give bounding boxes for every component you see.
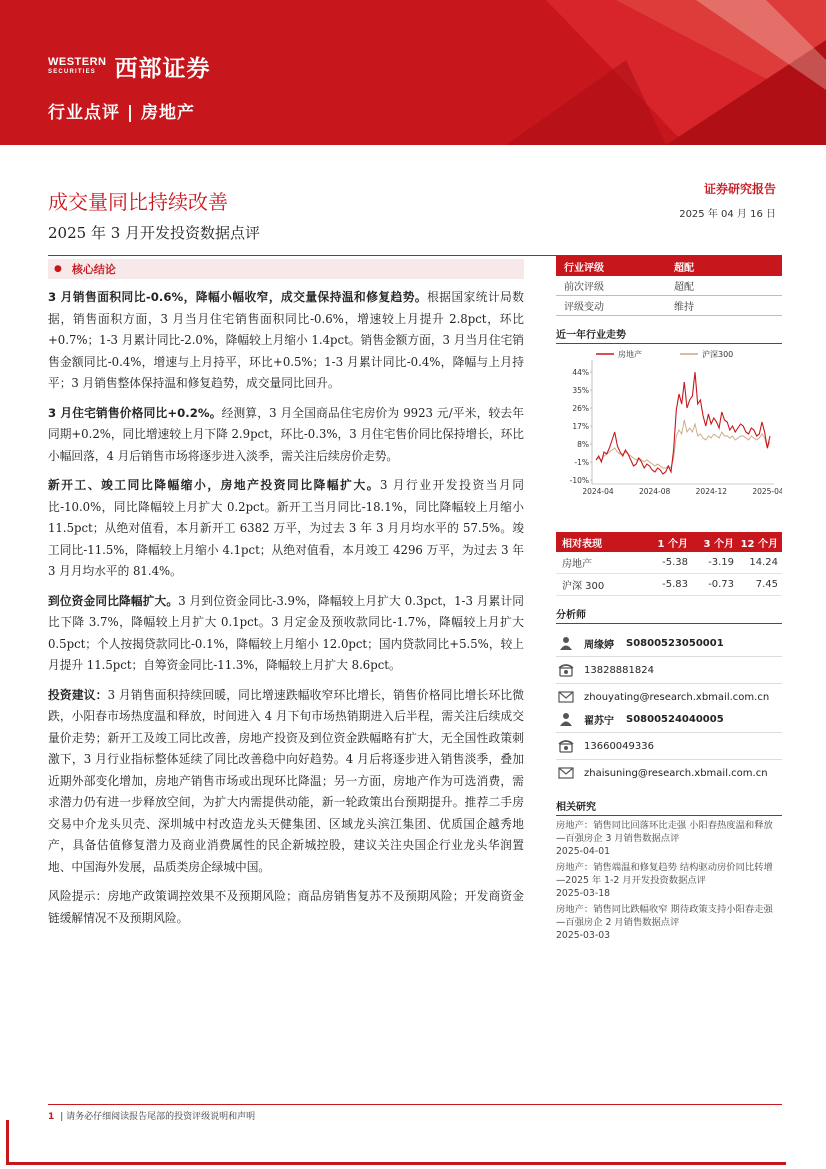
para-body: 根据国家统计局数据，销售面积方面，3 月当月住宅销售面积同比-0.6%，增速较上月提升 2.8pct，环比+0.7%；1-3 月累计同比-2.0%，降幅较上月缩小 1.4pct。销售金额方面，3 月当月住宅销售金额同比-0.4%，增速与上月持平，环比+0.5%；1-3 月累计同比-0.4%，降幅与上月持平；3 月销售整体保持温和修复趋势，成交量同比回升。 xyxy=(48,290,524,390)
core-conclusion-heading xyxy=(48,259,524,279)
page-footer xyxy=(48,1104,782,1122)
y-tick-label: -1% xyxy=(574,458,589,467)
related-research xyxy=(556,798,782,942)
divider xyxy=(556,656,782,657)
related-item-text[interactable]: 房地产：销售同比跌幅收窄 期待政策支持小阳春走强—百强房企 2 月销售数据点评 xyxy=(556,904,773,928)
para-body: 风险提示：房地产政策调控效果不及预期风险；商品房销售复苏不及预期风险；开发商资金链缓解情况不及预期风险。 xyxy=(48,889,524,925)
related-title: 相关研究 xyxy=(556,798,782,816)
mail-icon xyxy=(556,765,576,781)
y-tick-label: 35% xyxy=(572,386,589,395)
bullet-icon: ● xyxy=(54,264,62,274)
corner-accent-horizontal xyxy=(6,1162,786,1165)
perf-cell: -0.73 xyxy=(708,579,734,590)
report-subtitle: 2025 年 3 月开发投资数据点评 xyxy=(48,224,261,242)
perf-cell: -3.19 xyxy=(708,557,734,568)
y-tick-label: -10% xyxy=(569,476,589,485)
perf-header-cell: 12 个月 xyxy=(740,538,778,550)
rating-header xyxy=(556,256,782,276)
related-item[interactable] xyxy=(556,861,782,900)
divider xyxy=(556,683,782,684)
perf-cell: 14.24 xyxy=(749,557,778,568)
performance-header xyxy=(556,532,782,552)
x-tick-label: 2024-04 xyxy=(582,487,614,494)
person-icon xyxy=(556,635,576,651)
paragraph-sales-area xyxy=(48,287,524,395)
performance-row xyxy=(556,574,782,596)
analyst-phone-line xyxy=(556,735,782,757)
related-item-date: 2025-04-01 xyxy=(556,846,611,857)
main-content xyxy=(48,259,524,929)
analyst-email-line[interactable] xyxy=(556,686,782,708)
analyst-name: 周缘婷 xyxy=(584,639,614,651)
x-tick-label: 2024-08 xyxy=(638,487,671,494)
sidebar xyxy=(556,256,782,942)
trend-chart xyxy=(556,344,782,494)
y-tick-label: 26% xyxy=(572,404,589,413)
analyst-cert: S0800524040005 xyxy=(626,713,724,725)
legend-label: 沪深300 xyxy=(702,350,734,359)
rating-row xyxy=(556,276,782,296)
report-date: 2025 年 04 月 16 日 xyxy=(679,209,776,220)
core-heading-text: 核心结论 xyxy=(71,263,116,276)
x-tick-label: 2025-04 xyxy=(752,487,782,494)
divider xyxy=(556,759,782,760)
related-item-text[interactable]: 房地产：销售端温和修复趋势 结构驱动房价同比转增—2025 年 1-2 月开发投资数据点评 xyxy=(556,862,773,886)
report-type: 证券研究报告 xyxy=(703,182,776,196)
perf-header-cell: 3 个月 xyxy=(703,538,734,550)
para-lead: 新开工、竣工同比降幅缩小，房地产投资同比降幅扩大。 xyxy=(48,478,381,492)
para-body: 经测算，3 月全国商品住宅房价为 9923 元/平米，较去年同期+0.2%，同比增速较上月下降 2.9pct，环比-0.3%，3 月住宅售价同比保持增长，环比小幅回落，4 月后销售市场将逐步进入淡季，需关注后续房价走势。 xyxy=(48,405,524,463)
phone-icon xyxy=(556,738,576,754)
y-tick-label: 17% xyxy=(572,422,589,431)
perf-cell: 7.45 xyxy=(755,579,778,590)
phone-icon xyxy=(556,662,576,678)
page-number: 1 xyxy=(48,1112,55,1122)
rating-row-value: 超配 xyxy=(674,282,694,293)
perf-cell: -5.38 xyxy=(662,557,688,568)
report-title: 成交量同比持续改善 xyxy=(48,190,228,214)
related-item-text[interactable]: 房地产：销售同比回落环比走强 小阳春热度温和释放—百强房企 3 月销售数据点评 xyxy=(556,820,773,844)
para-lead: 投资建议： xyxy=(48,687,108,702)
perf-cell: 沪深 300 xyxy=(562,581,605,592)
analyst-email[interactable]: zhouyating@research.xbmail.com.cn xyxy=(584,691,770,703)
para-lead: 到位资金同比降幅扩大。 xyxy=(48,593,179,608)
mail-icon xyxy=(556,689,576,705)
related-item[interactable] xyxy=(556,819,782,858)
analyst-name: 翟苏宁 xyxy=(584,715,614,727)
related-item[interactable] xyxy=(556,903,782,942)
series-line-property xyxy=(596,372,770,474)
rating-row-label: 前次评级 xyxy=(564,282,604,293)
analyst-name-line xyxy=(556,632,782,654)
analyst-phone-line xyxy=(556,659,782,681)
perf-cell: -5.83 xyxy=(662,579,688,590)
legend-label: 房地产 xyxy=(618,350,642,359)
footer-disclaimer: | 请务必仔细阅读报告尾部的投资评级说明和声明 xyxy=(60,1112,256,1122)
x-tick-label: 2024-12 xyxy=(695,487,728,494)
logo-en-sub: SECURITIES xyxy=(48,68,97,75)
trend-chart-svg xyxy=(556,344,782,494)
analyst-cert: S0800523050001 xyxy=(626,637,724,649)
performance-row xyxy=(556,552,782,574)
analyst-phone: 13828881824 xyxy=(584,664,654,676)
divider xyxy=(556,732,782,733)
related-item-date: 2025-03-03 xyxy=(556,930,611,941)
analyst-name-line xyxy=(556,708,782,730)
analyst-title: 分析师 xyxy=(556,606,782,624)
para-body: 3 月到位资金同比-3.9%，降幅较上月扩大 0.3pct，1-3 月累计同比下降 3.7%，降幅较上月扩大 0.1pct。3 月定金及预收款同比-1.7%，降幅较上月扩大 0.5pct；个人按揭贷款同比-0.1%，降幅较上月缩小 12.0pct；国内贷款同比+5.5%，较上月提升 11.5pct；自筹资金同比-11.3%，降幅较上月扩大 8.6pct。 xyxy=(48,593,524,672)
report-category: 行业点评 | 房地产 xyxy=(48,103,196,123)
header-banner xyxy=(0,0,826,145)
paragraph-price xyxy=(48,403,524,468)
perf-header-cell: 相对表现 xyxy=(562,538,602,550)
analyst-list xyxy=(556,632,782,784)
analyst-email-line[interactable] xyxy=(556,762,782,784)
banner-decoration xyxy=(366,0,826,145)
logo-english xyxy=(48,57,107,77)
person-icon xyxy=(556,711,576,727)
paragraph-funding xyxy=(48,591,524,677)
para-body: 3 月行业开发投资当月同比-10.0%，同比降幅较上月扩大 0.2pct。新开工当月同比-18.1%，同比降幅较上月缩小 11.5pct；从绝对值看，本月新开工 6382 万平，为过去 3 年 3 月月均水平的 57.5%。竣工同比-11.5%，降幅较上月缩小 4.1pct；从绝对值看，本月竣工 4296 万平，为过去 3 年 3 月月均水平的 81.4%。 xyxy=(48,478,524,578)
rating-label: 行业评级 xyxy=(564,262,604,274)
paragraph-construction xyxy=(48,475,524,583)
para-lead: 3 月销售面积同比-0.6%，降幅小幅收窄，成交量保持温和修复趋势。 xyxy=(48,290,428,304)
paragraph-investment-advice xyxy=(48,685,524,879)
analyst-phone: 13660049336 xyxy=(584,740,654,752)
perf-header-cell: 1 个月 xyxy=(657,538,688,550)
corner-accent-vertical xyxy=(6,1120,9,1165)
y-tick-label: 44% xyxy=(572,368,589,377)
analyst-email[interactable]: zhaisuning@research.xbmail.com.cn xyxy=(584,767,768,779)
logo-chinese: 西部证券 xyxy=(114,56,211,82)
logo-en-text: WESTERN xyxy=(48,55,107,68)
perf-cell: 房地产 xyxy=(562,559,592,570)
trend-title: 近一年行业走势 xyxy=(556,326,782,344)
y-tick-label: 8% xyxy=(577,440,589,449)
rating-row-value: 维持 xyxy=(674,302,694,313)
paragraph-risk xyxy=(48,886,524,929)
para-body: 3 月销售面积持续回暖，同比增速跌幅收窄环比增长，销售价格同比增长环比微跌，小阳春市场热度温和释放，时间进入 4 月下旬市场热销期进入后半程，需关注后续成交量价走势；新开工及竣工同比改善，房地产投资及到位资金跌幅略有扩大，无全国性政策刺激下，3 月行业指标整体延续了同比改善稳中向好趋势。4 月后将逐步进入销售淡季，叠加近期外部变化增加，房地产销售市场或出现环比降温；另一方面，房地产作为可选消费，需求潜力仍有进一步释放空间，为扩大内需提供动能，新一轮政策出台预期提升。推荐二手房交易中介龙头贝壳、深圳城中村改造龙头天健集团、区域龙头滨江集团、优质国企越秀地产，具备估值修复潜力及商业消费属性的民企新城控股，建议关注央国企行业龙头华润置地、中国海外发展，品质类房企绿城中国。 xyxy=(48,687,524,874)
rating-value: 超配 xyxy=(674,262,694,274)
para-lead: 3 月住宅销售价格同比+0.2%。 xyxy=(48,405,222,420)
related-item-date: 2025-03-18 xyxy=(556,888,611,899)
rating-row xyxy=(556,296,782,316)
rating-row-label: 评级变动 xyxy=(564,302,604,313)
company-logo xyxy=(48,50,211,83)
